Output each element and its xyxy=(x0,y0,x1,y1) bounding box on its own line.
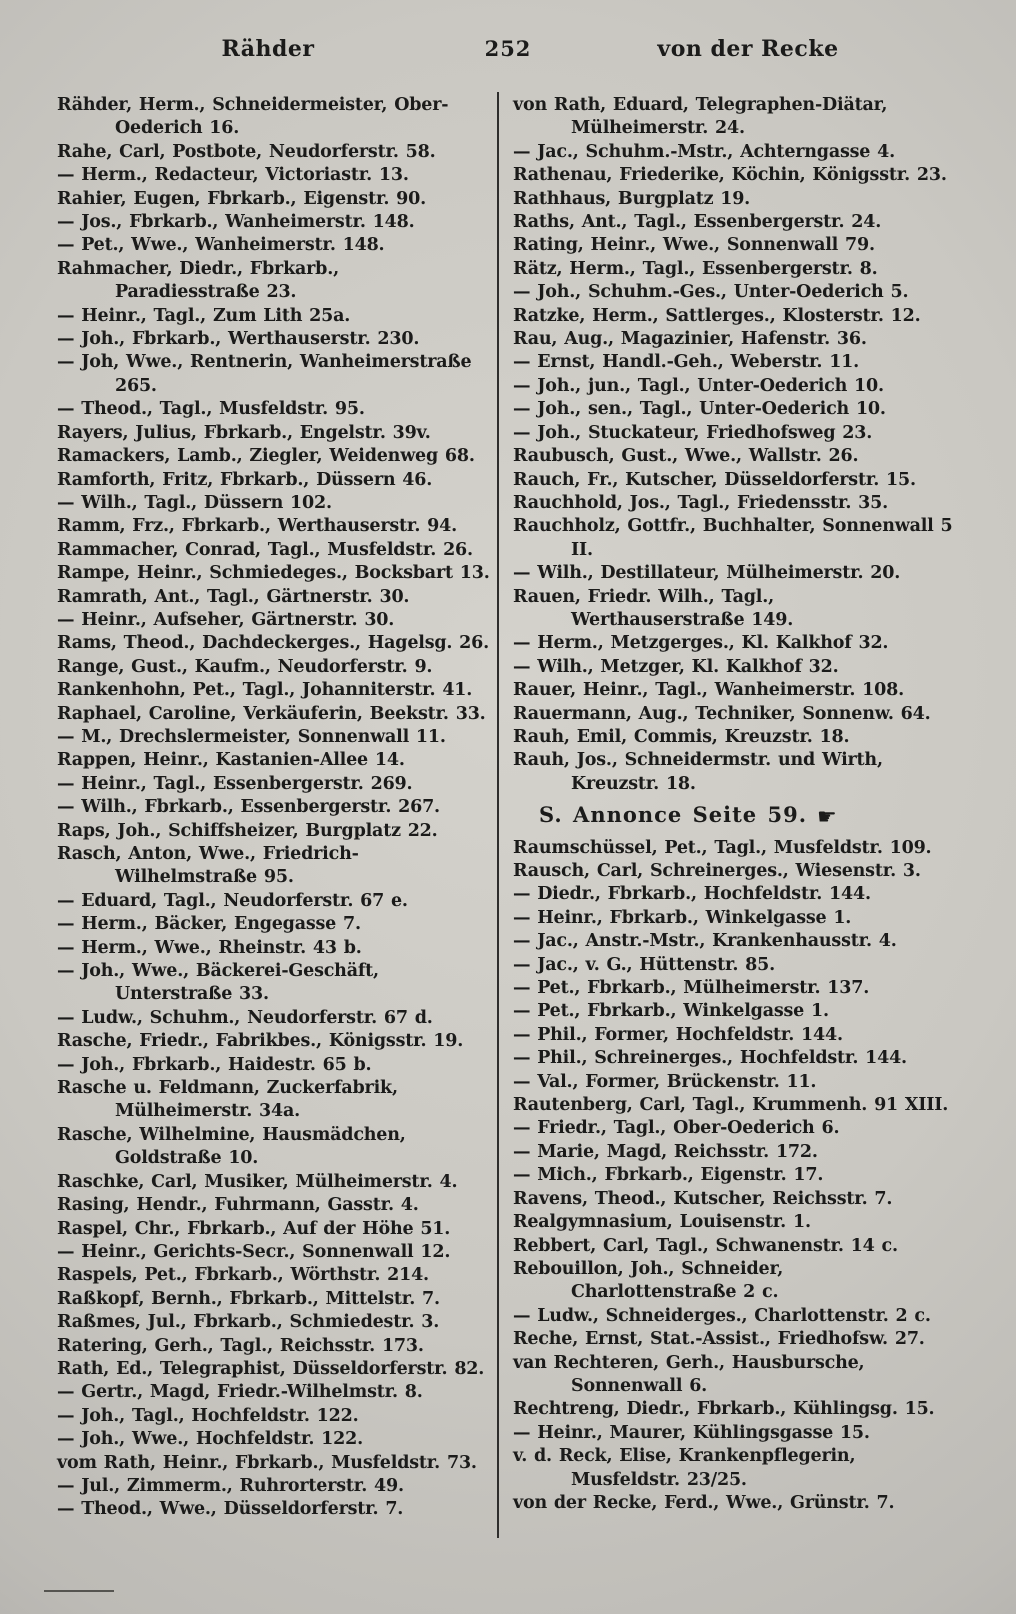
entry-text: Ramrath, Ant., Tagl., Gärtnerstr. 30. xyxy=(57,586,410,607)
entry-text: Raths, Ant., Tagl., Essenbergerstr. 24. xyxy=(513,212,882,233)
entry-text: Rahmacher, Diedr., Fbrkarb., Paradiesstraße 23. xyxy=(57,258,339,303)
directory-entry xyxy=(57,1335,490,1358)
directory-entry xyxy=(513,1094,953,1117)
entry-text: Rams, Theod., Dachdeckerges., Hagelsg. 26. xyxy=(57,633,490,654)
directory-entry xyxy=(513,562,953,585)
directory-entry xyxy=(57,749,490,772)
entry-text: — Phil., Schreinerges., Hochfeldstr. 144. xyxy=(513,1048,907,1069)
directory-entry xyxy=(57,469,490,492)
entry-text: — Jac., Schuhm.-Mstr., Achterngasse 4. xyxy=(513,141,895,162)
directory-entry xyxy=(57,1007,490,1030)
entry-text: — Eduard, Tagl., Neudorferstr. 67 e. xyxy=(57,890,408,911)
directory-entry xyxy=(513,679,953,702)
directory-entry xyxy=(57,1171,490,1194)
directory-entry xyxy=(57,890,490,913)
directory-entry xyxy=(513,1047,953,1070)
directory-entry xyxy=(513,211,953,234)
entry-text: van Rechteren, Gerh., Hausbursche, Sonnenwall 6. xyxy=(513,1352,865,1396)
directory-entry xyxy=(57,1428,490,1451)
directory-entry xyxy=(513,907,953,930)
entry-text: Rathhaus, Burgplatz 19. xyxy=(513,188,751,209)
directory-entry xyxy=(513,188,953,211)
entry-text: Rebbert, Carl, Tagl., Schwanenstr. 14 c. xyxy=(513,1235,898,1256)
entry-text: — Joh., Fbrkarb., Haidestr. 65 b. xyxy=(57,1054,372,1075)
entry-text: Ratzke, Herm., Sattlerges., Klosterstr. 12. xyxy=(513,305,921,326)
directory-entry xyxy=(57,937,490,960)
directory-entry xyxy=(513,837,953,860)
annonce-note xyxy=(513,803,953,829)
entry-text: — Joh, Wwe., Rentnerin, Wanheimerstraße 265. xyxy=(57,352,472,396)
entry-text: S. Annonce Seite 59. xyxy=(539,802,808,828)
entry-text: Rauh, Jos., Schneidermstr. und Wirth, Kreuzstr. 18. xyxy=(513,750,883,794)
column-divider-rule xyxy=(497,92,499,1538)
directory-entry xyxy=(57,258,490,305)
entry-text: Ramackers, Lamb., Ziegler, Weidenweg 68. xyxy=(57,446,475,467)
directory-entry xyxy=(513,328,953,351)
directory-entry xyxy=(57,1381,490,1404)
directory-entry xyxy=(57,141,490,164)
entry-text: — Ernst, Handl.-Geh., Weberstr. 11. xyxy=(513,352,860,373)
directory-entry xyxy=(57,188,490,211)
directory-entry xyxy=(57,960,490,1007)
entry-text: — Diedr., Fbrkarb., Hochfeldstr. 144. xyxy=(513,884,871,905)
directory-entry xyxy=(57,820,490,843)
directory-entry xyxy=(57,1194,490,1217)
directory-entry xyxy=(513,492,953,515)
directory-entry xyxy=(57,843,490,890)
directory-entry xyxy=(513,860,953,883)
entry-text: Raubusch, Gust., Wwe., Wallstr. 26. xyxy=(513,446,859,467)
directory-entry xyxy=(57,1358,490,1381)
directory-entry xyxy=(57,398,490,421)
entry-text: Ramm, Frz., Fbrkarb., Werthauserstr. 94. xyxy=(57,516,457,537)
entry-text: Raphael, Caroline, Verkäuferin, Beekstr. 33. xyxy=(57,703,486,724)
directory-entry xyxy=(57,1241,490,1264)
entry-text: Rahe, Carl, Postbote, Neudorferstr. 58. xyxy=(57,141,436,162)
directory-entry xyxy=(57,1124,490,1171)
entry-text: Rähder, Herm., Schneidermeister, Ober-Oederich 16. xyxy=(57,95,449,139)
entry-text: Raumschüssel, Pet., Tagl., Musfeldstr. 109. xyxy=(513,837,932,858)
directory-entry xyxy=(57,773,490,796)
entry-text: — Heinr., Tagl., Essenbergerstr. 269. xyxy=(57,773,413,794)
entry-text: — Friedr., Tagl., Ober-Oederich 6. xyxy=(513,1118,840,1139)
entry-text: von der Recke, Ferd., Wwe., Grünstr. 7. xyxy=(513,1492,895,1513)
directory-entry xyxy=(513,469,953,492)
directory-entry xyxy=(513,515,953,562)
directory-entry xyxy=(513,656,953,679)
entry-text: Raspels, Pet., Fbrkarb., Wörthstr. 214. xyxy=(57,1265,429,1286)
entry-text: Realgymnasium, Louisenstr. 1. xyxy=(513,1212,811,1233)
directory-entry xyxy=(513,632,953,655)
directory-entry xyxy=(513,1492,953,1515)
entry-text: — Jac., Anstr.-Mstr., Krankenhausstr. 4. xyxy=(513,931,897,952)
entry-text: — Marie, Magd, Reichsstr. 172. xyxy=(513,1141,818,1162)
directory-entry xyxy=(513,1141,953,1164)
directory-entry xyxy=(57,703,490,726)
directory-entry xyxy=(57,1475,490,1498)
entry-text: — Jac., v. G., Hüttenstr. 85. xyxy=(513,954,775,975)
entry-text: Rasche, Friedr., Fabrikbes., Königsstr. 19. xyxy=(57,1031,464,1052)
directory-entry xyxy=(57,1452,490,1475)
entry-text: Rau, Aug., Magazinier, Hafenstr. 36. xyxy=(513,329,867,350)
header-keyword-left: Rähder xyxy=(221,36,315,62)
entry-text: — Gertr., Magd, Friedr.-Wilhelmstr. 8. xyxy=(57,1382,423,1403)
entry-text: vom Rath, Heinr., Fbrkarb., Musfeldstr. 73. xyxy=(57,1452,477,1473)
directory-entry xyxy=(513,954,953,977)
entry-text: — Joh., Tagl., Hochfeldstr. 122. xyxy=(57,1405,359,1426)
directory-entry xyxy=(57,422,490,445)
right-column-entries xyxy=(513,94,953,1515)
entry-text: — Val., Former, Brückenstr. 11. xyxy=(513,1071,817,1092)
entry-text: — Pet., Fbrkarb., Mülheimerstr. 137. xyxy=(513,978,870,999)
entry-text: — Theod., Wwe., Düsseldorferstr. 7. xyxy=(57,1499,404,1520)
entry-text: Rauen, Friedr. Wilh., Tagl., Werthauserstraße 149. xyxy=(513,586,794,630)
directory-entry xyxy=(513,1258,953,1305)
entry-text: v. d. Reck, Elise, Krankenpflegerin, Musfeldstr. 23/25. xyxy=(513,1446,856,1490)
entry-text: Rauer, Heinr., Tagl., Wanheimerstr. 108. xyxy=(513,680,904,701)
directory-entry xyxy=(57,539,490,562)
entry-text: Rebouillon, Joh., Schneider, Charlottenstraße 2 c. xyxy=(513,1258,784,1303)
entry-text: — Wilh., Metzger, Kl. Kalkhof 32. xyxy=(513,656,839,677)
directory-entry xyxy=(57,562,490,585)
directory-entry xyxy=(513,1328,953,1351)
directory-entry xyxy=(513,351,953,374)
entry-text: Rasche u. Feldmann, Zuckerfabrik, Mülheimerstr. 34a. xyxy=(57,1078,398,1122)
directory-entry xyxy=(513,375,953,398)
directory-entry xyxy=(57,726,490,749)
entry-text: — Heinr., Gerichts-Secr., Sonnenwall 12. xyxy=(57,1241,451,1262)
directory-entry xyxy=(57,94,490,141)
directory-entry xyxy=(513,1235,953,1258)
left-column-entries xyxy=(57,94,490,1522)
directory-entry xyxy=(513,258,953,281)
entry-text: Rampe, Heinr., Schmiedeges., Bocksbart 13. xyxy=(57,563,490,584)
directory-entry xyxy=(57,515,490,538)
entry-text: Raps, Joh., Schiffsheizer, Burgplatz 22. xyxy=(57,820,438,841)
directory-entry xyxy=(513,977,953,1000)
entry-text: — Joh., Stuckateur, Friedhofsweg 23. xyxy=(513,422,873,443)
directory-entry xyxy=(57,1030,490,1053)
entry-text: Raßmes, Jul., Fbrkarb., Schmiedestr. 3. xyxy=(57,1312,440,1333)
entry-text: von Rath, Eduard, Telegraphen-Diätar, Mülheimerstr. 24. xyxy=(513,95,888,139)
directory-entry xyxy=(57,796,490,819)
entry-text: Rauch, Fr., Kutscher, Düsseldorferstr. 15. xyxy=(513,469,916,490)
directory-entry xyxy=(513,1071,953,1094)
entry-text: Range, Gust., Kaufm., Neudorferstr. 9. xyxy=(57,656,433,677)
entry-text: — Heinr., Tagl., Zum Lith 25a. xyxy=(57,305,351,326)
entry-text: Rathenau, Friederike, Köchin, Königsstr. 23. xyxy=(513,165,947,186)
directory-entry xyxy=(57,656,490,679)
entry-text: Ratering, Gerh., Tagl., Reichsstr. 173. xyxy=(57,1335,424,1356)
bottom-edge-mark xyxy=(44,1590,114,1592)
directory-entry xyxy=(57,351,490,398)
directory-entry xyxy=(513,1000,953,1023)
directory-entry xyxy=(513,1117,953,1140)
entry-text: — Joh., Wwe., Bäckerei-Geschäft, Unterstraße 33. xyxy=(57,961,379,1005)
directory-entry xyxy=(513,1305,953,1328)
entry-text: — Ludw., Schuhm., Neudorferstr. 67 d. xyxy=(57,1007,433,1028)
entry-text: — Joh., sen., Tagl., Unter-Oederich 10. xyxy=(513,399,886,420)
directory-entry xyxy=(513,1188,953,1211)
directory-entry xyxy=(57,913,490,936)
entry-text: Ravens, Theod., Kutscher, Reichsstr. 7. xyxy=(513,1188,893,1209)
entry-text: — Joh., Schuhm.-Ges., Unter-Oederich 5. xyxy=(513,282,909,303)
directory-entry xyxy=(513,703,953,726)
entry-text: — Theod., Tagl., Musfeldstr. 95. xyxy=(57,399,365,420)
directory-entry xyxy=(513,422,953,445)
directory-entry xyxy=(513,1164,953,1187)
entry-text: Rayers, Julius, Fbrkarb., Engelstr. 39v. xyxy=(57,422,431,443)
entry-text: — Mich., Fbrkarb., Eigenstr. 17. xyxy=(513,1165,824,1186)
entry-text: — Herm., Bäcker, Engegasse 7. xyxy=(57,914,361,935)
directory-entry xyxy=(57,1264,490,1287)
entry-text: — M., Drechslermeister, Sonnenwall 11. xyxy=(57,726,446,747)
directory-entry xyxy=(57,632,490,655)
directory-entry xyxy=(513,586,953,633)
entry-text: — Ludw., Schneiderges., Charlottenstr. 2 c. xyxy=(513,1305,931,1326)
entry-text: — Heinr., Maurer, Kühlingsgasse 15. xyxy=(513,1422,870,1443)
directory-entry xyxy=(57,305,490,328)
entry-text: — Pet., Fbrkarb., Winkelgasse 1. xyxy=(513,1001,829,1022)
entry-text: — Herm., Wwe., Rheinstr. 43 b. xyxy=(57,937,362,958)
directory-entry xyxy=(513,141,953,164)
entry-text: Rasing, Hendr., Fuhrmann, Gasstr. 4. xyxy=(57,1195,419,1216)
directory-entry xyxy=(57,679,490,702)
entry-text: Rausch, Carl, Schreinerges., Wiesenstr. 3. xyxy=(513,861,921,881)
entry-text: Rätz, Herm., Tagl., Essenbergerstr. 8. xyxy=(513,258,878,279)
entry-text: Rath, Ed., Telegraphist, Düsseldorferstr. 82. xyxy=(57,1358,485,1379)
entry-text: Rauchhold, Jos., Tagl., Friedensstr. 35. xyxy=(513,492,889,513)
directory-entry xyxy=(513,1398,953,1421)
entry-text: Rauchholz, Gottfr., Buchhalter, Sonnenwall 5 II. xyxy=(513,516,953,560)
entry-text: Raspel, Chr., Fbrkarb., Auf der Höhe 51. xyxy=(57,1218,451,1239)
directory-entry xyxy=(513,305,953,328)
entry-text: — Herm., Redacteur, Victoriastr. 13. xyxy=(57,165,409,186)
directory-entry xyxy=(57,234,490,257)
entry-text: Rasche, Wilhelmine, Hausmädchen, Goldstraße 10. xyxy=(57,1124,406,1169)
directory-entry xyxy=(513,749,953,796)
entry-text: — Pet., Wwe., Wanheimerstr. 148. xyxy=(57,235,385,256)
directory-entry xyxy=(513,1352,953,1399)
directory-entry xyxy=(57,492,490,515)
header-keyword-right: von der Recke xyxy=(657,36,839,62)
directory-entry xyxy=(57,328,490,351)
directory-entry xyxy=(513,883,953,906)
directory-entry xyxy=(513,234,953,257)
directory-entry xyxy=(513,445,953,468)
directory-entry xyxy=(57,164,490,187)
directory-entry xyxy=(57,1498,490,1521)
entry-text: Reche, Ernst, Stat.-Assist., Friedhofsw. 27. xyxy=(513,1329,925,1350)
entry-text: Ramforth, Fritz, Fbrkarb., Düssern 46. xyxy=(57,469,433,490)
entry-text: Rauh, Emil, Commis, Kreuzstr. 18. xyxy=(513,726,850,747)
entry-text: Raschke, Carl, Musiker, Mülheimerstr. 4. xyxy=(57,1171,458,1192)
directory-entry xyxy=(513,1445,953,1492)
directory-entry xyxy=(57,1405,490,1428)
entry-text: — Wilh., Fbrkarb., Essenbergerstr. 267. xyxy=(57,797,440,818)
entry-text: — Heinr., Fbrkarb., Winkelgasse 1. xyxy=(513,907,852,928)
entry-text: — Jul., Zimmerm., Ruhrorterstr. 49. xyxy=(57,1475,404,1496)
page-number: 252 xyxy=(484,36,532,61)
entry-text: Rammacher, Conrad, Tagl., Musfeldstr. 26. xyxy=(57,539,473,560)
entry-text: — Heinr., Aufseher, Gärtnerstr. 30. xyxy=(57,609,395,630)
entry-text: Rankenhohn, Pet., Tagl., Johanniterstr. 41. xyxy=(57,680,473,701)
entry-text: Rauermann, Aug., Techniker, Sonnenw. 64. xyxy=(513,703,931,724)
directory-entry xyxy=(513,1211,953,1234)
entry-text: Rasch, Anton, Wwe., Friedrich-Wilhelmstraße 95. xyxy=(57,844,359,888)
entry-text: Rating, Heinr., Wwe., Sonnenwall 79. xyxy=(513,235,875,256)
entry-text: — Joh., Wwe., Hochfeldstr. 122. xyxy=(57,1429,363,1450)
entry-text: — Herm., Metzgerges., Kl. Kalkhof 32. xyxy=(513,633,889,654)
entry-text: — Wilh., Tagl., Düssern 102. xyxy=(57,492,332,513)
directory-entry xyxy=(513,726,953,749)
directory-entry xyxy=(57,445,490,468)
directory-entry xyxy=(513,398,953,421)
entry-text: Rahier, Eugen, Fbrkarb., Eigenstr. 90. xyxy=(57,188,427,209)
manicule-icon: ☛ xyxy=(817,805,838,831)
directory-entry xyxy=(57,1311,490,1334)
directory-entry xyxy=(513,94,953,141)
entry-text: — Joh., jun., Tagl., Unter-Oederich 10. xyxy=(513,375,884,396)
directory-entry xyxy=(57,1077,490,1124)
directory-entry xyxy=(513,930,953,953)
entry-text: Rappen, Heinr., Kastanien-Allee 14. xyxy=(57,750,405,771)
directory-entry xyxy=(57,586,490,609)
directory-entry xyxy=(57,1218,490,1241)
directory-entry xyxy=(57,609,490,632)
entry-text: — Jos., Fbrkarb., Wanheimerstr. 148. xyxy=(57,212,415,233)
entry-text: — Phil., Former, Hochfeldstr. 144. xyxy=(513,1024,843,1045)
directory-entry xyxy=(513,1024,953,1047)
page-header xyxy=(58,36,958,62)
entry-text: Raßkopf, Bernh., Fbrkarb., Mittelstr. 7. xyxy=(57,1288,440,1309)
directory-entry xyxy=(513,164,953,187)
directory-entry xyxy=(57,211,490,234)
directory-entry xyxy=(513,281,953,304)
directory-entry xyxy=(57,1054,490,1077)
directory-entry xyxy=(57,1288,490,1311)
entry-text: — Joh., Fbrkarb., Werthauserstr. 230. xyxy=(57,329,420,350)
directory-entry xyxy=(513,1422,953,1445)
entry-text: Rechtreng, Diedr., Fbrkarb., Kühlingsg. 15. xyxy=(513,1399,935,1420)
entry-text: Rautenberg, Carl, Tagl., Krummenh. 91 XIII. xyxy=(513,1095,949,1116)
entry-text: — Wilh., Destillateur, Mülheimerstr. 20. xyxy=(513,563,901,584)
